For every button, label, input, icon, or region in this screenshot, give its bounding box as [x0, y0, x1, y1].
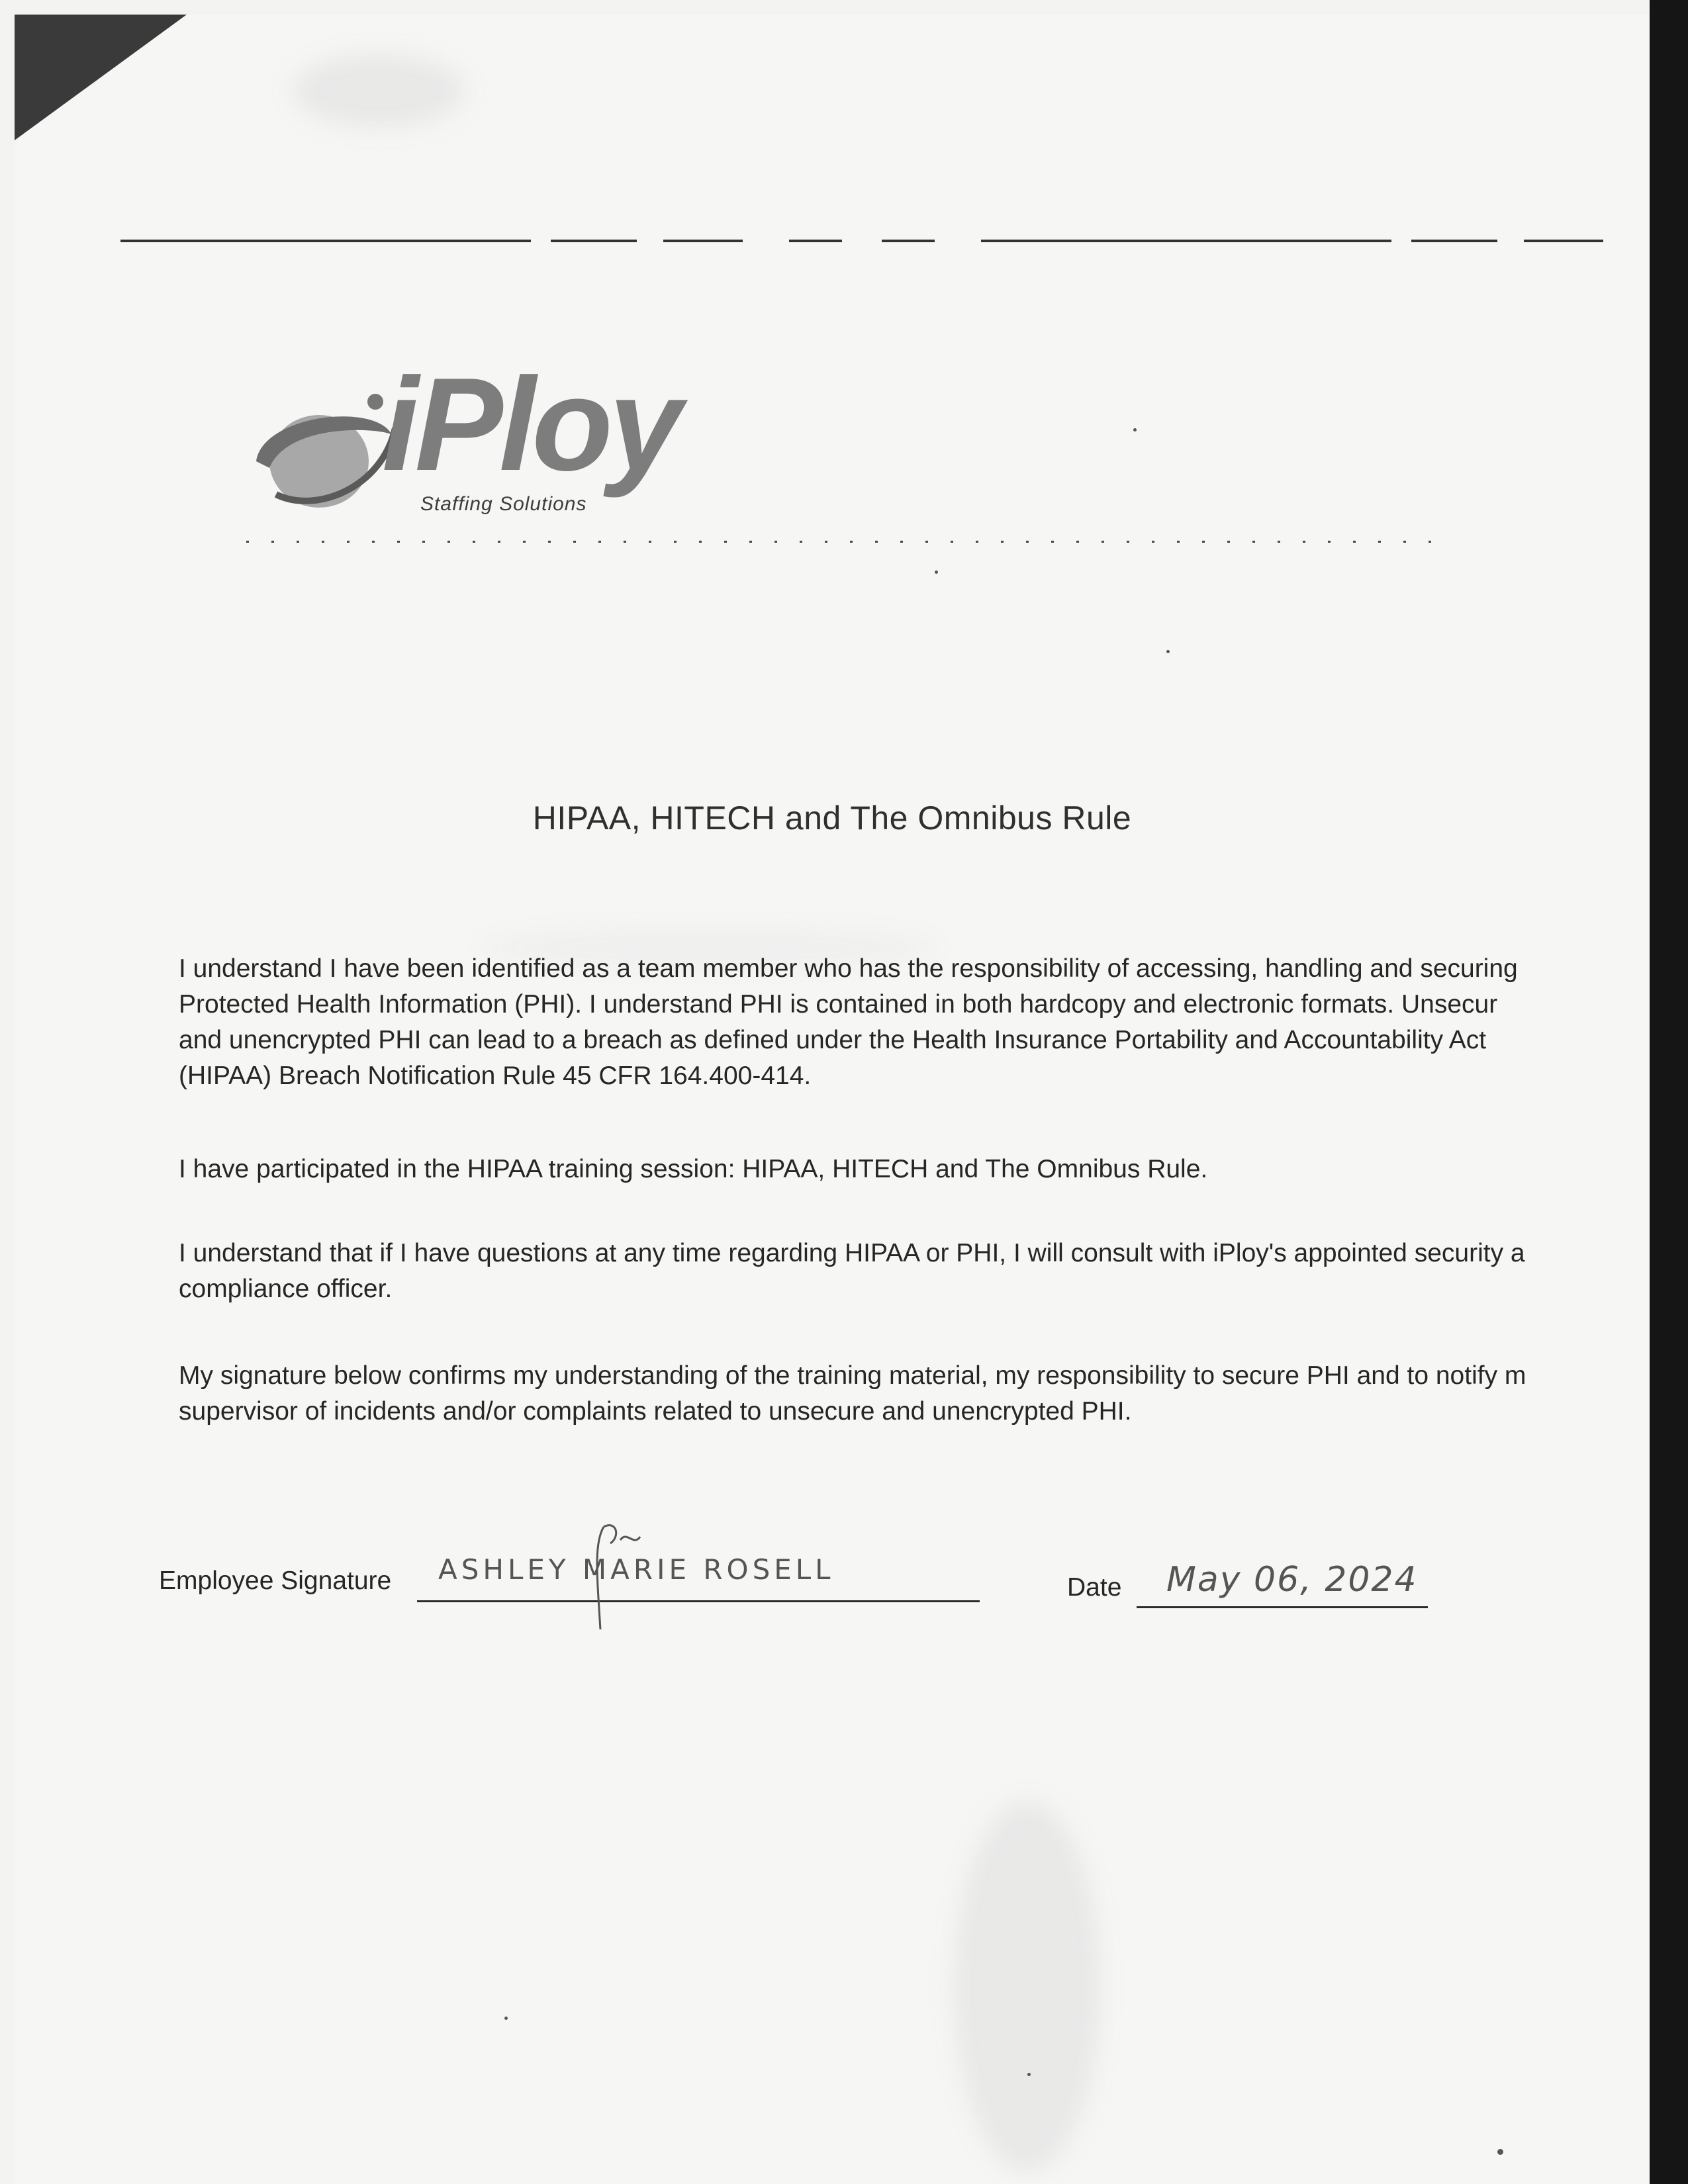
speck — [1027, 2073, 1031, 2076]
smudge — [293, 54, 465, 127]
top-rule — [120, 240, 1623, 242]
paragraph-understanding — [179, 951, 1650, 1094]
employee-signature-label: Employee Signature — [159, 1567, 392, 1595]
paragraph-line: compliance officer. — [179, 1275, 393, 1303]
speck — [935, 570, 938, 574]
paragraph-line: Protected Health Information (PHI). I understand PHI is contained in both hardcopy and electronic formats. Unsecur — [179, 990, 1498, 1019]
logo-wordmark: iPloy — [382, 351, 679, 498]
paragraph-questions — [179, 1236, 1650, 1307]
handwritten-initials-scribble — [590, 1517, 650, 1636]
smudge — [955, 1801, 1100, 2172]
scanner-edge — [1650, 0, 1688, 2184]
paragraph-line: and unencrypted PHI can lead to a breach as defined under the Health Insurance Portability and Accountability Act — [179, 1026, 1487, 1054]
paragraph-line: My signature below confirms my understanding of the training material, my responsibility to secure PHI and to notify m — [179, 1361, 1526, 1390]
employee-signature-line[interactable] — [417, 1600, 980, 1602]
globe-swoosh-icon — [250, 388, 402, 521]
speck — [1497, 2149, 1503, 2155]
scanned-page — [15, 15, 1650, 2184]
paragraph-line: supervisor of incidents and/or complaints related to unsecure and unencrypted PHI. — [179, 1397, 1132, 1426]
employee-signature-value: ASHLEY MARIE ROSELL — [438, 1553, 835, 1586]
paragraph-line: I understand that if I have questions at any time regarding HIPAA or PHI, I will consult with iPloy's appointed security a — [179, 1239, 1525, 1267]
speck — [504, 2017, 508, 2020]
paragraph-line: I understand I have been identified as a team member who has the responsibility of accessing, handling and securing — [179, 954, 1518, 983]
page-corner-shadow — [15, 15, 187, 140]
document-title: HIPAA, HITECH and The Omnibus Rule — [532, 799, 1132, 837]
dotted-rule — [246, 541, 1438, 543]
paragraph-training — [179, 1152, 1650, 1187]
speck — [1133, 428, 1137, 432]
date-line[interactable] — [1137, 1606, 1428, 1608]
logo-tagline: Staffing Solutions — [420, 493, 587, 515]
paragraph-line: (HIPAA) Breach Notification Rule 45 CFR 164.400-414. — [179, 1062, 812, 1090]
date-label: Date — [1067, 1573, 1122, 1602]
paragraph-signature-confirmation — [179, 1358, 1650, 1430]
iploy-logo — [250, 351, 726, 527]
speck — [1166, 650, 1170, 653]
date-value: May 06, 2024 — [1166, 1560, 1418, 1600]
paragraph-line: I have participated in the HIPAA training session: HIPAA, HITECH and The Omnibus Rule. — [179, 1155, 1208, 1183]
